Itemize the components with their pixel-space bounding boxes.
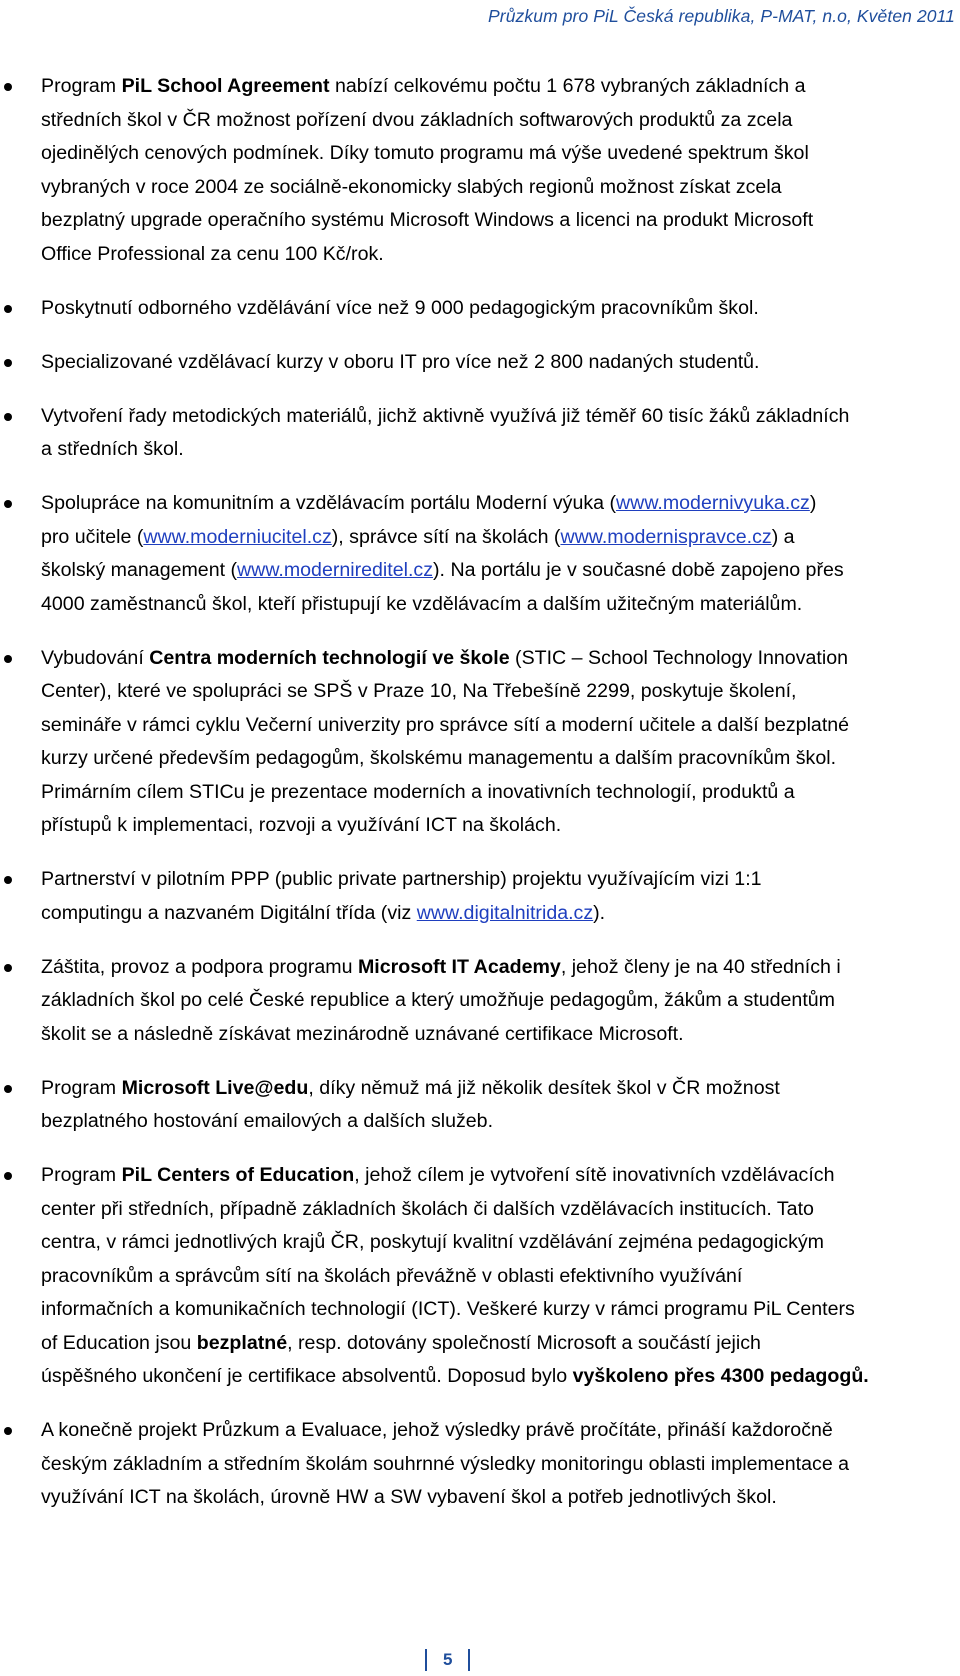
text-line: [41, 809, 950, 843]
bold-text: bezplatné: [196, 1331, 288, 1354]
text-run: bezplatný upgrade operačního systému Microsoft Windows a licenci na produkt Microsoft: [41, 209, 814, 231]
text-line: [41, 1448, 950, 1482]
text-line: [41, 1293, 950, 1327]
web-link[interactable]: www.modernispravce.cz: [560, 525, 772, 548]
text-run: pracovníkům a správcům sítí na školách převážně v oblasti efektivního využívání: [41, 1264, 743, 1287]
text-line: [41, 709, 950, 743]
text-line: [41, 642, 950, 676]
text-run: školský management (: [41, 559, 238, 581]
text-run: přístupů k implementaci, rozvoji a využívání ICT na školách.: [41, 814, 562, 836]
text-line: [41, 204, 950, 238]
text-line: [41, 104, 950, 138]
bullet-icon: [4, 876, 12, 884]
page-footer: [425, 1648, 470, 1672]
list-item: [0, 1159, 960, 1394]
text-line: [41, 588, 950, 622]
list-item: [0, 1414, 960, 1515]
text-line: [41, 292, 950, 326]
text-run: Spolupráce na komunitním a vzdělávacím portálu Moderní výuka (: [41, 492, 617, 514]
text-line: [41, 1159, 950, 1193]
bold-text: Centra moderních technologií ve škole: [149, 646, 510, 669]
text-run: ).: [593, 901, 606, 924]
text-run: úspěšného ukončení je certifikace absolventů. Doposud bylo: [41, 1365, 573, 1387]
list-item: [0, 292, 960, 326]
bullet-icon: [4, 305, 12, 313]
bullet-icon: [4, 655, 12, 663]
text-run: centra, v rámci jednotlivých krajů ČR, poskytují kvalitní vzdělávání zejména pedagogickým: [41, 1231, 825, 1253]
text-run: ojedinělých cenových podmínek. Díky tomuto programu má výše uvedené spektrum škol: [41, 142, 809, 164]
text-run: 4000 zaměstnanců škol, kteří přistupují ke vzdělávacím a dalším užitečným materiálům.: [41, 592, 803, 615]
text-line: [41, 554, 950, 588]
text-run: Program: [41, 1076, 122, 1099]
bullet-icon: [4, 1172, 12, 1180]
text-run: využívání ICT na školách, úrovně HW a SW vybavení škol a potřeb jednotlivých škol.: [41, 1486, 777, 1508]
text-run: nabízí celkovému počtu 1 678 vybraných základních a: [329, 75, 806, 97]
text-line: [41, 70, 950, 104]
text-line: [41, 1260, 950, 1294]
text-run: ): [809, 492, 817, 514]
text-line: [41, 433, 950, 467]
text-line: [41, 984, 950, 1018]
text-run: informačních a komunikačních technologií (ICT). Veškeré kurzy v rámci programu PiL Centers: [41, 1298, 855, 1320]
text-line: [41, 1414, 950, 1448]
list-item: [0, 487, 960, 621]
bullet-icon: [4, 964, 12, 972]
text-run: Specializované vzdělávací kurzy v oboru IT pro více než 2 800 nadaných studentů.: [41, 350, 760, 373]
text-line: [41, 1072, 950, 1106]
bullet-icon: [4, 359, 12, 367]
text-run: Vybudování: [41, 646, 150, 669]
list-item: [0, 863, 960, 930]
text-line: [41, 675, 950, 709]
text-line: [41, 521, 950, 555]
bullet-list: [0, 70, 960, 1535]
text-run: základních škol po celé České republice a který umožňuje pedagogům, žákům a studentům: [41, 989, 835, 1011]
bullet-icon: [4, 500, 12, 508]
text-line: [41, 137, 950, 171]
text-run: pro učitele (: [41, 525, 144, 548]
text-run: Vytvoření řady metodických materiálů, jichž aktivně využívá již téměř 60 tisíc žáků základních: [41, 404, 850, 427]
text-run: a středních škol.: [41, 438, 184, 460]
list-item: [0, 400, 960, 467]
bold-text: Microsoft Live@edu: [121, 1076, 309, 1099]
text-run: školit se a následně získávat mezinárodně uznávané certifikace Microsoft.: [41, 1022, 684, 1045]
page-header: Průzkum pro PiL Česká republika, P-MAT, n.o, Květen 2011: [488, 6, 955, 26]
text-run: Office Professional za cenu 100 Kč/rok.: [41, 242, 384, 265]
text-line: [41, 1193, 950, 1227]
text-line: [41, 1360, 950, 1394]
text-line: [41, 1018, 950, 1052]
text-line: [41, 1481, 950, 1515]
text-run: kurzy určené především pedagogům, školskému managementu a dalším pracovníkům škol.: [41, 747, 837, 769]
text-line: [41, 1327, 950, 1361]
text-run: (STIC – School Technology Innovation: [509, 646, 848, 669]
text-run: , jehož cílem je vytvoření sítě inovativních vzdělávacích: [354, 1164, 835, 1186]
footer-right-bar: [468, 1649, 470, 1671]
web-link[interactable]: www.modernireditel.cz: [237, 559, 434, 581]
text-run: vybraných v roce 2004 ze sociálně-ekonomicky slabých regionů možnost získat zcela: [41, 175, 782, 198]
text-line: [41, 951, 950, 985]
bullet-icon: [4, 1085, 12, 1093]
text-run: , díky němuž má již několik desítek škol v ČR možnost: [308, 1076, 780, 1099]
text-line: [41, 400, 950, 434]
text-run: Program: [41, 75, 122, 97]
bullet-icon: [4, 83, 12, 91]
text-run: of Education jsou: [41, 1331, 197, 1354]
text-line: [41, 863, 950, 897]
text-line: [41, 1226, 950, 1260]
text-run: Program: [41, 1164, 122, 1186]
text-line: [41, 346, 950, 380]
list-item: [0, 642, 960, 843]
text-run: A konečně projekt Průzkum a Evaluace, jehož výsledky právě pročítáte, přináší každoročně: [41, 1419, 833, 1441]
text-line: [41, 776, 950, 810]
text-line: [41, 1105, 950, 1139]
text-line: [41, 487, 950, 521]
bold-text: Microsoft IT Academy: [357, 955, 561, 978]
bold-text: PiL School Agreement: [121, 75, 330, 97]
text-run: ) a: [771, 525, 795, 548]
text-run: středních škol v ČR možnost pořízení dvou základních softwarových produktů za zcela: [41, 108, 793, 131]
bullet-icon: [4, 1427, 12, 1435]
list-item: [0, 951, 960, 1052]
text-run: bezplatného hostování emailových a dalších služeb.: [41, 1110, 494, 1132]
text-run: Partnerství v pilotním PPP (public private partnership) projektu využívajícím vizi 1:1: [41, 868, 762, 890]
list-item: [0, 346, 960, 380]
text-run: semináře v rámci cyklu Večerní univerzity pro správce sítí a moderní učitele a další bezplatné: [41, 713, 850, 736]
bold-text: vyškoleno přes 4300 pedagogů.: [572, 1365, 869, 1387]
web-link[interactable]: www.modernivyuka.cz: [616, 492, 810, 514]
text-run: Poskytnutí odborného vzdělávání více než 9 000 pedagogickým pracovníkům škol.: [41, 296, 759, 319]
text-run: Primárním cílem STICu je prezentace moderních a inovativních technologií, produktů a: [41, 780, 795, 803]
text-line: [41, 742, 950, 776]
text-run: , resp. dotovány společností Microsoft a součástí jejich: [287, 1331, 761, 1354]
text-run: , jehož členy je na 40 středních i: [560, 955, 841, 978]
list-item: [0, 70, 960, 271]
text-run: českým základním a středním školám souhrnné výsledky monitoringu oblasti implementace a: [41, 1452, 850, 1475]
bold-text: PiL Centers of Education: [121, 1164, 355, 1186]
text-run: computingu a nazvaném Digitální třída (viz: [41, 901, 417, 924]
web-link[interactable]: www.moderniucitel.cz: [143, 525, 332, 548]
text-line: [41, 238, 950, 272]
page-number: 5: [443, 1650, 453, 1669]
text-run: Záštita, provoz a podpora programu: [41, 955, 358, 978]
text-run: center při středních, případně základních školách či dalších vzdělávacích institucích. Tato: [41, 1197, 814, 1220]
text-run: ), správce sítí na školách (: [331, 525, 561, 548]
list-item: [0, 1072, 960, 1139]
text-line: [41, 171, 950, 205]
text-line: [41, 897, 950, 931]
text-run: Center), které ve spolupráci se SPŠ v Praze 10, Na Třebešíně 2299, poskytuje školení,: [41, 680, 797, 702]
web-link[interactable]: www.digitalnitrida.cz: [416, 901, 594, 924]
bullet-icon: [4, 413, 12, 421]
text-run: ). Na portálu je v současné době zapojeno přes: [433, 559, 844, 581]
